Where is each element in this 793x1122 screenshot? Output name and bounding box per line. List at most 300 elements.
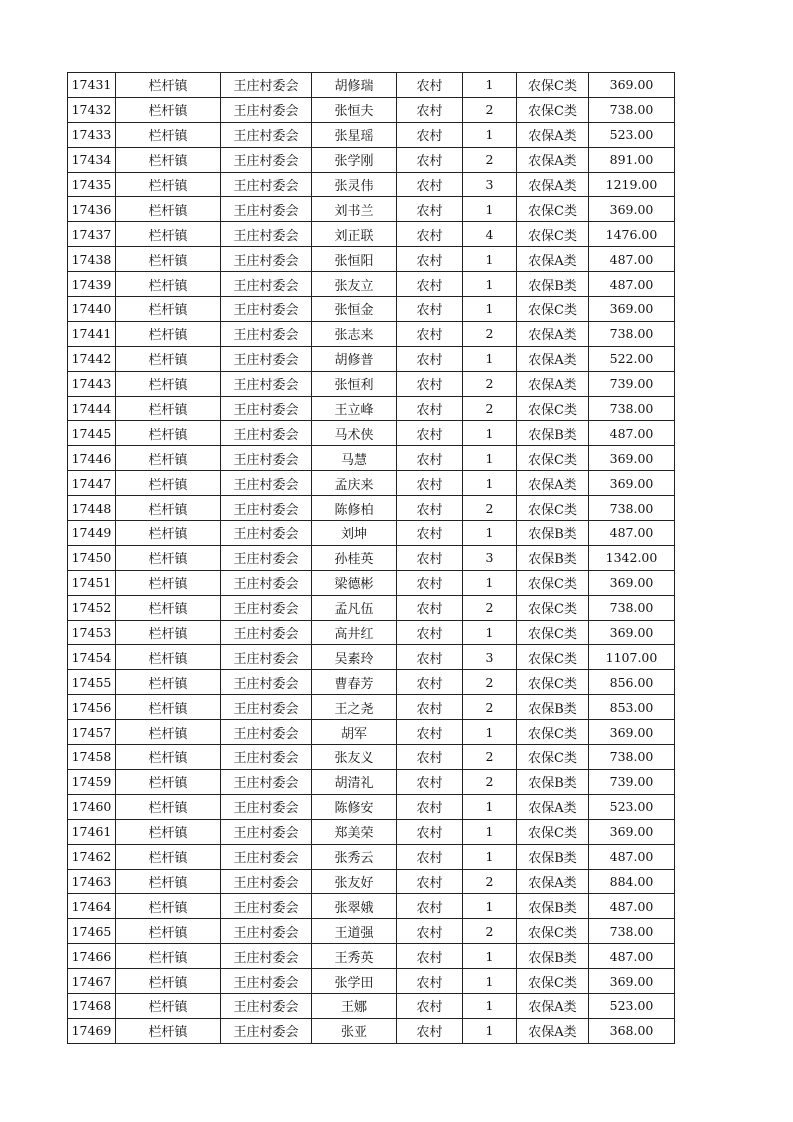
cell-person-name: 张友义 [312,745,397,770]
cell-household-size: 1 [463,421,517,446]
cell-household-type: 农村 [397,919,463,944]
table-row [68,1018,675,1043]
table-row [68,645,675,670]
cell-town: 栏杆镇 [116,844,221,869]
cell-serial-number: 17456 [68,695,116,720]
table-row [68,570,675,595]
cell-insurance-category: 农保A类 [517,993,589,1018]
cell-village-committee: 王庄村委会 [221,446,312,471]
cell-town: 栏杆镇 [116,944,221,969]
table-row [68,97,675,122]
cell-amount: 487.00 [589,421,675,446]
cell-serial-number: 17464 [68,894,116,919]
cell-village-committee: 王庄村委会 [221,720,312,745]
cell-serial-number: 17435 [68,172,116,197]
cell-serial-number: 17463 [68,869,116,894]
cell-town: 栏杆镇 [116,321,221,346]
cell-household-type: 农村 [397,969,463,994]
cell-amount: 738.00 [589,745,675,770]
cell-village-committee: 王庄村委会 [221,794,312,819]
table-row [68,521,675,546]
table-row [68,819,675,844]
cell-serial-number: 17440 [68,297,116,322]
table-row [68,321,675,346]
table-row [68,297,675,322]
cell-insurance-category: 农保C类 [517,197,589,222]
cell-amount: 891.00 [589,147,675,172]
cell-amount: 487.00 [589,944,675,969]
table-row [68,446,675,471]
cell-insurance-category: 农保C类 [517,570,589,595]
cell-household-type: 农村 [397,496,463,521]
cell-amount: 369.00 [589,570,675,595]
cell-household-size: 1 [463,446,517,471]
cell-serial-number: 17439 [68,272,116,297]
table-row [68,222,675,247]
cell-amount: 369.00 [589,73,675,98]
table-row [68,122,675,147]
cell-person-name: 刘坤 [312,521,397,546]
cell-village-committee: 王庄村委会 [221,695,312,720]
cell-amount: 738.00 [589,919,675,944]
cell-town: 栏杆镇 [116,1018,221,1043]
cell-town: 栏杆镇 [116,97,221,122]
table-row [68,545,675,570]
cell-household-size: 1 [463,197,517,222]
cell-insurance-category: 农保A类 [517,346,589,371]
cell-household-size: 2 [463,97,517,122]
cell-household-size: 1 [463,122,517,147]
cell-person-name: 王立峰 [312,396,397,421]
cell-village-committee: 王庄村委会 [221,247,312,272]
cell-serial-number: 17461 [68,819,116,844]
table-row [68,969,675,994]
table-row [68,695,675,720]
cell-insurance-category: 农保C类 [517,496,589,521]
cell-amount: 369.00 [589,969,675,994]
cell-serial-number: 17460 [68,794,116,819]
cell-person-name: 王娜 [312,993,397,1018]
cell-household-size: 1 [463,297,517,322]
cell-serial-number: 17459 [68,769,116,794]
table-row [68,371,675,396]
table-row [68,197,675,222]
cell-household-size: 2 [463,371,517,396]
cell-village-committee: 王庄村委会 [221,346,312,371]
table-row [68,247,675,272]
cell-insurance-category: 农保C类 [517,720,589,745]
cell-person-name: 刘正联 [312,222,397,247]
cell-town: 栏杆镇 [116,620,221,645]
cell-person-name: 王之尧 [312,695,397,720]
cell-insurance-category: 农保C类 [517,297,589,322]
cell-serial-number: 17454 [68,645,116,670]
cell-town: 栏杆镇 [116,993,221,1018]
cell-household-type: 农村 [397,1018,463,1043]
cell-insurance-category: 农保A类 [517,471,589,496]
table-row [68,496,675,521]
cell-amount: 523.00 [589,993,675,1018]
cell-person-name: 张友立 [312,272,397,297]
cell-amount: 884.00 [589,869,675,894]
cell-person-name: 张星瑶 [312,122,397,147]
cell-household-type: 农村 [397,993,463,1018]
table-row [68,993,675,1018]
cell-household-size: 2 [463,695,517,720]
cell-serial-number: 17441 [68,321,116,346]
cell-household-type: 农村 [397,396,463,421]
table-row [68,670,675,695]
cell-serial-number: 17446 [68,446,116,471]
cell-person-name: 孟凡伍 [312,595,397,620]
cell-village-committee: 王庄村委会 [221,371,312,396]
cell-insurance-category: 农保A类 [517,321,589,346]
cell-person-name: 胡清礼 [312,769,397,794]
cell-household-size: 2 [463,769,517,794]
cell-village-committee: 王庄村委会 [221,297,312,322]
cell-town: 栏杆镇 [116,595,221,620]
cell-insurance-category: 农保C类 [517,222,589,247]
cell-person-name: 郑美荣 [312,819,397,844]
cell-village-committee: 王庄村委会 [221,819,312,844]
cell-household-type: 农村 [397,670,463,695]
cell-household-size: 2 [463,396,517,421]
cell-person-name: 陈修柏 [312,496,397,521]
cell-household-size: 1 [463,720,517,745]
cell-serial-number: 17466 [68,944,116,969]
cell-town: 栏杆镇 [116,172,221,197]
cell-insurance-category: 农保C类 [517,97,589,122]
cell-town: 栏杆镇 [116,695,221,720]
cell-household-type: 农村 [397,720,463,745]
cell-town: 栏杆镇 [116,969,221,994]
cell-serial-number: 17433 [68,122,116,147]
cell-town: 栏杆镇 [116,122,221,147]
cell-household-size: 1 [463,993,517,1018]
cell-serial-number: 17450 [68,545,116,570]
cell-insurance-category: 农保B类 [517,844,589,869]
cell-person-name: 张学田 [312,969,397,994]
cell-amount: 738.00 [589,97,675,122]
cell-serial-number: 17453 [68,620,116,645]
cell-town: 栏杆镇 [116,297,221,322]
cell-household-type: 农村 [397,172,463,197]
cell-person-name: 张灵伟 [312,172,397,197]
cell-household-type: 农村 [397,471,463,496]
cell-village-committee: 王庄村委会 [221,147,312,172]
cell-serial-number: 17436 [68,197,116,222]
cell-person-name: 孙桂英 [312,545,397,570]
cell-village-committee: 王庄村委会 [221,521,312,546]
cell-amount: 856.00 [589,670,675,695]
cell-amount: 739.00 [589,769,675,794]
cell-village-committee: 王庄村委会 [221,172,312,197]
cell-insurance-category: 农保B类 [517,545,589,570]
cell-household-type: 农村 [397,521,463,546]
table-row [68,346,675,371]
cell-person-name: 张恒阳 [312,247,397,272]
cell-household-size: 2 [463,147,517,172]
cell-amount: 738.00 [589,396,675,421]
cell-village-committee: 王庄村委会 [221,993,312,1018]
cell-amount: 369.00 [589,197,675,222]
cell-household-type: 农村 [397,247,463,272]
cell-household-size: 1 [463,73,517,98]
table-row [68,147,675,172]
cell-village-committee: 王庄村委会 [221,645,312,670]
cell-person-name: 刘书兰 [312,197,397,222]
cell-household-type: 农村 [397,421,463,446]
table-row [68,421,675,446]
cell-person-name: 马慧 [312,446,397,471]
cell-household-type: 农村 [397,371,463,396]
cell-insurance-category: 农保A类 [517,147,589,172]
cell-town: 栏杆镇 [116,446,221,471]
cell-person-name: 陈修安 [312,794,397,819]
cell-household-size: 3 [463,645,517,670]
table-body [68,73,675,1044]
cell-household-size: 3 [463,545,517,570]
cell-person-name: 孟庆来 [312,471,397,496]
table-row [68,471,675,496]
cell-household-size: 2 [463,321,517,346]
cell-town: 栏杆镇 [116,570,221,595]
cell-person-name: 胡修瑞 [312,73,397,98]
cell-town: 栏杆镇 [116,720,221,745]
cell-insurance-category: 农保C类 [517,645,589,670]
cell-village-committee: 王庄村委会 [221,1018,312,1043]
cell-amount: 487.00 [589,247,675,272]
cell-amount: 369.00 [589,297,675,322]
cell-person-name: 胡军 [312,720,397,745]
cell-household-type: 农村 [397,844,463,869]
cell-person-name: 张恒金 [312,297,397,322]
cell-village-committee: 王庄村委会 [221,944,312,969]
cell-household-type: 农村 [397,819,463,844]
cell-household-size: 1 [463,944,517,969]
cell-insurance-category: 农保B类 [517,421,589,446]
cell-household-type: 农村 [397,794,463,819]
cell-household-size: 1 [463,1018,517,1043]
cell-person-name: 曹春芳 [312,670,397,695]
cell-household-size: 1 [463,844,517,869]
cell-town: 栏杆镇 [116,894,221,919]
cell-household-type: 农村 [397,147,463,172]
cell-household-size: 2 [463,745,517,770]
cell-person-name: 张友好 [312,869,397,894]
cell-household-size: 2 [463,496,517,521]
cell-person-name: 王秀英 [312,944,397,969]
cell-amount: 369.00 [589,446,675,471]
cell-insurance-category: 农保A类 [517,122,589,147]
cell-town: 栏杆镇 [116,222,221,247]
cell-household-size: 4 [463,222,517,247]
cell-person-name: 高井红 [312,620,397,645]
table-row [68,769,675,794]
cell-person-name: 张翠娥 [312,894,397,919]
cell-household-size: 1 [463,521,517,546]
cell-household-type: 农村 [397,944,463,969]
table-row [68,919,675,944]
cell-town: 栏杆镇 [116,197,221,222]
cell-amount: 738.00 [589,496,675,521]
cell-insurance-category: 农保C类 [517,396,589,421]
cell-serial-number: 17438 [68,247,116,272]
cell-insurance-category: 农保A类 [517,371,589,396]
cell-insurance-category: 农保C类 [517,595,589,620]
cell-household-type: 农村 [397,595,463,620]
cell-household-size: 2 [463,919,517,944]
table-row [68,844,675,869]
cell-household-type: 农村 [397,695,463,720]
cell-amount: 738.00 [589,321,675,346]
cell-person-name: 张秀云 [312,844,397,869]
cell-amount: 369.00 [589,720,675,745]
cell-insurance-category: 农保C类 [517,620,589,645]
cell-insurance-category: 农保B类 [517,894,589,919]
cell-amount: 487.00 [589,894,675,919]
cell-person-name: 张亚 [312,1018,397,1043]
cell-household-size: 1 [463,471,517,496]
cell-amount: 739.00 [589,371,675,396]
subsidy-table [67,72,675,1044]
cell-serial-number: 17448 [68,496,116,521]
cell-serial-number: 17449 [68,521,116,546]
cell-town: 栏杆镇 [116,819,221,844]
cell-household-type: 农村 [397,769,463,794]
cell-serial-number: 17467 [68,969,116,994]
cell-town: 栏杆镇 [116,919,221,944]
cell-household-size: 1 [463,794,517,819]
cell-household-type: 农村 [397,297,463,322]
cell-town: 栏杆镇 [116,645,221,670]
cell-village-committee: 王庄村委会 [221,570,312,595]
cell-serial-number: 17444 [68,396,116,421]
cell-household-size: 1 [463,819,517,844]
cell-insurance-category: 农保C类 [517,919,589,944]
cell-village-committee: 王庄村委会 [221,769,312,794]
cell-household-type: 农村 [397,321,463,346]
cell-insurance-category: 农保C类 [517,819,589,844]
cell-amount: 369.00 [589,620,675,645]
cell-serial-number: 17451 [68,570,116,595]
cell-household-type: 农村 [397,545,463,570]
cell-serial-number: 17452 [68,595,116,620]
cell-household-type: 农村 [397,620,463,645]
table-row [68,73,675,98]
cell-insurance-category: 农保C类 [517,446,589,471]
cell-household-type: 农村 [397,346,463,371]
cell-amount: 853.00 [589,695,675,720]
cell-person-name: 张学刚 [312,147,397,172]
cell-household-type: 农村 [397,272,463,297]
cell-amount: 1107.00 [589,645,675,670]
cell-household-type: 农村 [397,446,463,471]
cell-town: 栏杆镇 [116,396,221,421]
cell-village-committee: 王庄村委会 [221,595,312,620]
cell-serial-number: 17445 [68,421,116,446]
cell-amount: 522.00 [589,346,675,371]
cell-village-committee: 王庄村委会 [221,869,312,894]
cell-village-committee: 王庄村委会 [221,321,312,346]
table-row [68,272,675,297]
cell-household-type: 农村 [397,570,463,595]
cell-insurance-category: 农保B类 [517,769,589,794]
cell-insurance-category: 农保B类 [517,521,589,546]
cell-village-committee: 王庄村委会 [221,894,312,919]
cell-person-name: 梁德彬 [312,570,397,595]
cell-serial-number: 17468 [68,993,116,1018]
cell-person-name: 胡修普 [312,346,397,371]
cell-insurance-category: 农保C类 [517,969,589,994]
cell-household-type: 农村 [397,197,463,222]
cell-person-name: 张恒利 [312,371,397,396]
cell-household-size: 1 [463,247,517,272]
cell-household-type: 农村 [397,745,463,770]
cell-person-name: 吴素玲 [312,645,397,670]
cell-town: 栏杆镇 [116,496,221,521]
cell-person-name: 张志来 [312,321,397,346]
table-row [68,869,675,894]
cell-amount: 738.00 [589,595,675,620]
cell-serial-number: 17447 [68,471,116,496]
cell-town: 栏杆镇 [116,545,221,570]
cell-village-committee: 王庄村委会 [221,471,312,496]
cell-insurance-category: 农保C类 [517,670,589,695]
cell-amount: 487.00 [589,521,675,546]
cell-town: 栏杆镇 [116,869,221,894]
cell-village-committee: 王庄村委会 [221,969,312,994]
cell-household-type: 农村 [397,645,463,670]
cell-village-committee: 王庄村委会 [221,620,312,645]
cell-village-committee: 王庄村委会 [221,919,312,944]
cell-insurance-category: 农保B类 [517,944,589,969]
cell-town: 栏杆镇 [116,147,221,172]
cell-village-committee: 王庄村委会 [221,421,312,446]
cell-amount: 369.00 [589,471,675,496]
cell-insurance-category: 农保A类 [517,172,589,197]
cell-serial-number: 17458 [68,745,116,770]
cell-insurance-category: 农保C类 [517,73,589,98]
cell-town: 栏杆镇 [116,670,221,695]
cell-household-type: 农村 [397,122,463,147]
cell-household-size: 2 [463,595,517,620]
cell-household-size: 1 [463,620,517,645]
cell-amount: 487.00 [589,272,675,297]
cell-town: 栏杆镇 [116,272,221,297]
cell-serial-number: 17462 [68,844,116,869]
cell-village-committee: 王庄村委会 [221,396,312,421]
cell-household-size: 1 [463,272,517,297]
cell-village-committee: 王庄村委会 [221,122,312,147]
cell-insurance-category: 农保B类 [517,695,589,720]
cell-village-committee: 王庄村委会 [221,496,312,521]
cell-amount: 523.00 [589,794,675,819]
cell-amount: 487.00 [589,844,675,869]
cell-village-committee: 王庄村委会 [221,745,312,770]
cell-household-type: 农村 [397,73,463,98]
table-row [68,894,675,919]
cell-village-committee: 王庄村委会 [221,545,312,570]
cell-serial-number: 17437 [68,222,116,247]
cell-town: 栏杆镇 [116,421,221,446]
cell-village-committee: 王庄村委会 [221,97,312,122]
cell-serial-number: 17434 [68,147,116,172]
cell-town: 栏杆镇 [116,371,221,396]
cell-insurance-category: 农保A类 [517,869,589,894]
cell-household-type: 农村 [397,894,463,919]
cell-serial-number: 17455 [68,670,116,695]
